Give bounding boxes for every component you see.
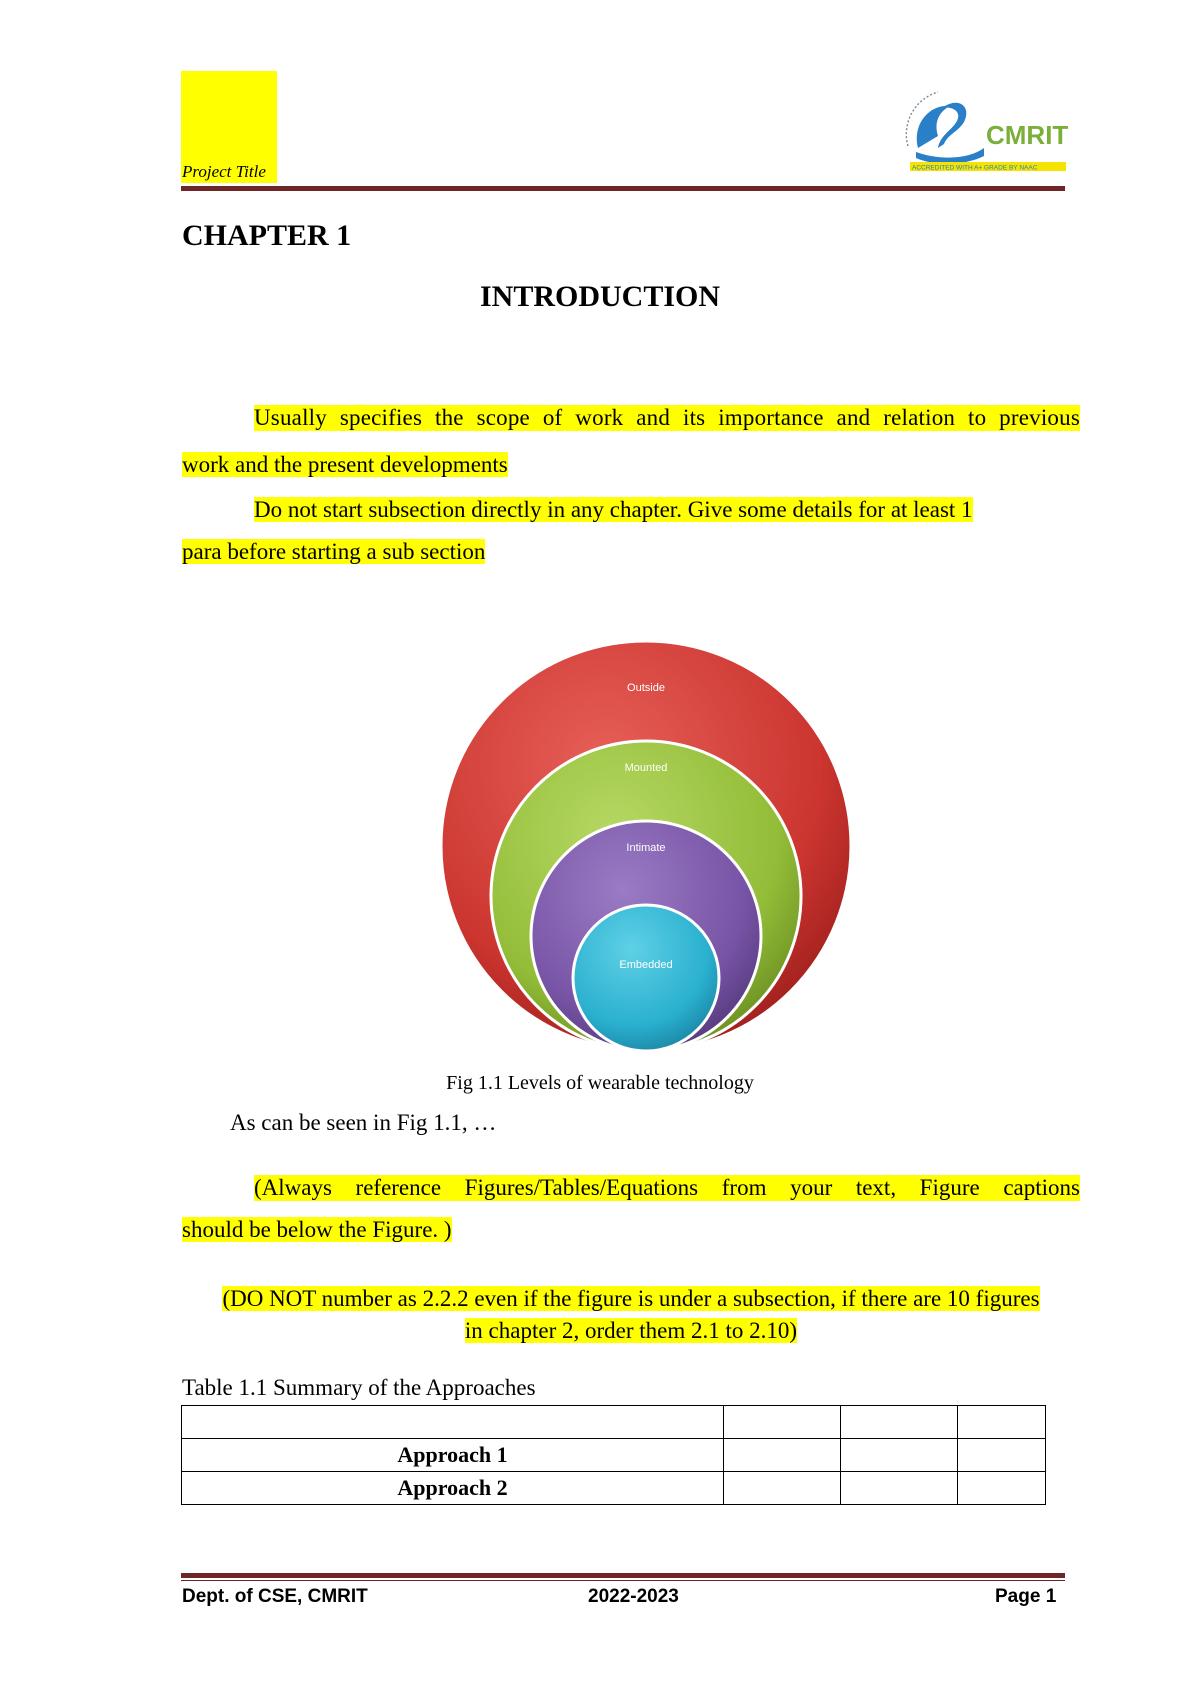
table-cell <box>958 1472 1046 1505</box>
chapter-title: INTRODUCTION <box>479 280 721 313</box>
table-cell <box>841 1439 958 1472</box>
table-cell <box>182 1406 724 1439</box>
project-title: Project Title <box>182 162 266 181</box>
table-cell <box>724 1439 841 1472</box>
figure-caption: Fig 1.1 Levels of wearable technology <box>446 1072 754 1094</box>
footer-year: 2022-2023 <box>588 1586 679 1607</box>
table-cell <box>958 1439 1046 1472</box>
paragraph-2-line-1: Do not start subsection directly in any chapter. Give some details for at least 1 <box>254 497 973 522</box>
table-cell <box>724 1472 841 1505</box>
logo-wordmark: CMRIT <box>986 120 1068 150</box>
level-embedded <box>573 905 719 1051</box>
table-row <box>182 1472 1046 1505</box>
table-cell: Approach 1 <box>182 1439 724 1472</box>
wearable-levels-diagram <box>436 638 856 1058</box>
level-label-outside: Outside <box>627 682 665 694</box>
footer-rule <box>181 1573 1065 1578</box>
cmrit-logo <box>898 86 1068 180</box>
table-cell <box>841 1472 958 1505</box>
paragraph-1-line-1: Usually specifies the scope of work and its importance and relation to previous <box>254 405 1080 430</box>
note-2-line-2: in chapter 2, order them 2.1 to 2.10) <box>464 1318 798 1343</box>
note-2-line-1: (DO NOT number as 2.2.2 even if the figure is under a subsection, if there are 10 figures <box>222 1286 1040 1311</box>
footer-department: Dept. of CSE, CMRIT <box>182 1586 368 1607</box>
level-label-embedded: Embedded <box>619 959 673 971</box>
logo-tagline: ACCREDITED WITH A+ GRADE BY NAAC <box>912 164 1038 172</box>
footer-page-number: Page 1 <box>995 1586 1057 1607</box>
table-title: Table 1.1 Summary of the Approaches <box>182 1375 536 1400</box>
figure-reference: As can be seen in Fig 1.1, … <box>230 1110 497 1135</box>
table-cell: Approach 2 <box>182 1472 724 1505</box>
approaches-table <box>181 1405 1046 1505</box>
paragraph-1-line-2: work and the present developments <box>182 452 508 477</box>
chapter-label: CHAPTER 1 <box>182 219 352 252</box>
table-cell <box>724 1406 841 1439</box>
swan-logo-icon <box>906 92 984 164</box>
table-row <box>182 1406 1046 1439</box>
header-rule <box>181 186 1065 191</box>
footer-rule-thin <box>181 1580 1065 1581</box>
table-cell <box>958 1406 1046 1439</box>
level-label-intimate: Intimate <box>626 842 666 854</box>
note-1-line-2: should be below the Figure. ) <box>182 1217 452 1242</box>
table-cell <box>841 1406 958 1439</box>
level-label-mounted: Mounted <box>624 762 668 774</box>
table-row <box>182 1439 1046 1472</box>
note-1-line-1: (Always reference Figures/Tables/Equations from your text, Figure captions <box>254 1175 1080 1200</box>
paragraph-2-line-2: para before starting a sub section <box>182 539 486 564</box>
